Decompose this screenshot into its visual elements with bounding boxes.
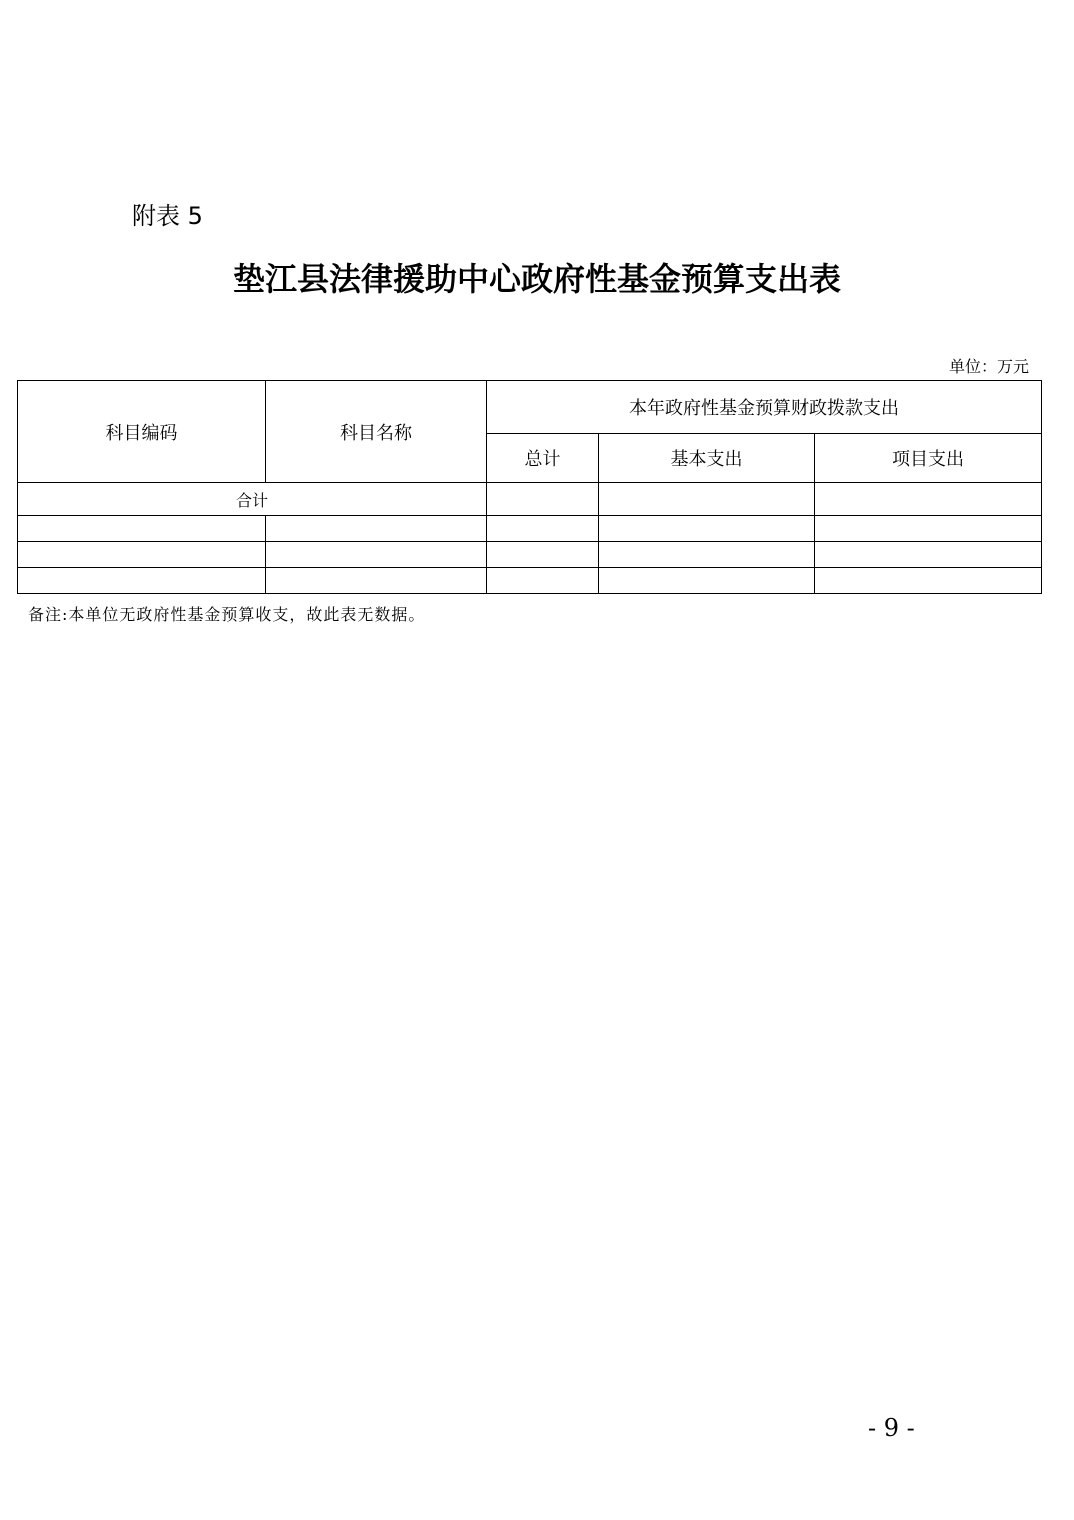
table-row bbox=[18, 516, 1042, 542]
total-row-basic bbox=[599, 483, 815, 516]
total-row-label: 合计 bbox=[18, 483, 487, 516]
remark-note: 备注:本单位无政府性基金预算收支，故此表无数据。 bbox=[28, 605, 426, 624]
header-basic-expenditure: 基本支出 bbox=[599, 434, 815, 483]
cell-code bbox=[18, 516, 266, 542]
cell-name bbox=[266, 516, 487, 542]
total-row-total bbox=[487, 483, 599, 516]
cell-name bbox=[266, 568, 487, 594]
cell-code bbox=[18, 568, 266, 594]
header-subject-code: 科目编码 bbox=[18, 381, 266, 483]
cell-basic bbox=[599, 542, 815, 568]
cell-code bbox=[18, 542, 266, 568]
header-fund-expenditure-group: 本年政府性基金预算财政拨款支出 bbox=[487, 381, 1042, 434]
table-row bbox=[18, 542, 1042, 568]
cell-total bbox=[487, 516, 599, 542]
header-total: 总计 bbox=[487, 434, 599, 483]
total-row-project bbox=[815, 483, 1042, 516]
cell-basic bbox=[599, 568, 815, 594]
header-row-1 bbox=[18, 381, 1042, 434]
budget-table bbox=[17, 380, 1042, 594]
unit-label: 单位：万元 bbox=[948, 357, 1029, 376]
attachment-label: 附表 5 bbox=[132, 202, 203, 230]
header-subject-name: 科目名称 bbox=[266, 381, 487, 483]
page-number: - 9 - bbox=[868, 1414, 915, 1442]
cell-total bbox=[487, 542, 599, 568]
document-title: 垫江县法律援助中心政府性基金预算支出表 bbox=[232, 260, 841, 298]
cell-project bbox=[815, 568, 1042, 594]
cell-project bbox=[815, 542, 1042, 568]
cell-name bbox=[266, 542, 487, 568]
total-row bbox=[18, 483, 1042, 516]
cell-basic bbox=[599, 516, 815, 542]
header-project-expenditure: 项目支出 bbox=[815, 434, 1042, 483]
cell-total bbox=[487, 568, 599, 594]
cell-project bbox=[815, 516, 1042, 542]
table-row bbox=[18, 568, 1042, 594]
